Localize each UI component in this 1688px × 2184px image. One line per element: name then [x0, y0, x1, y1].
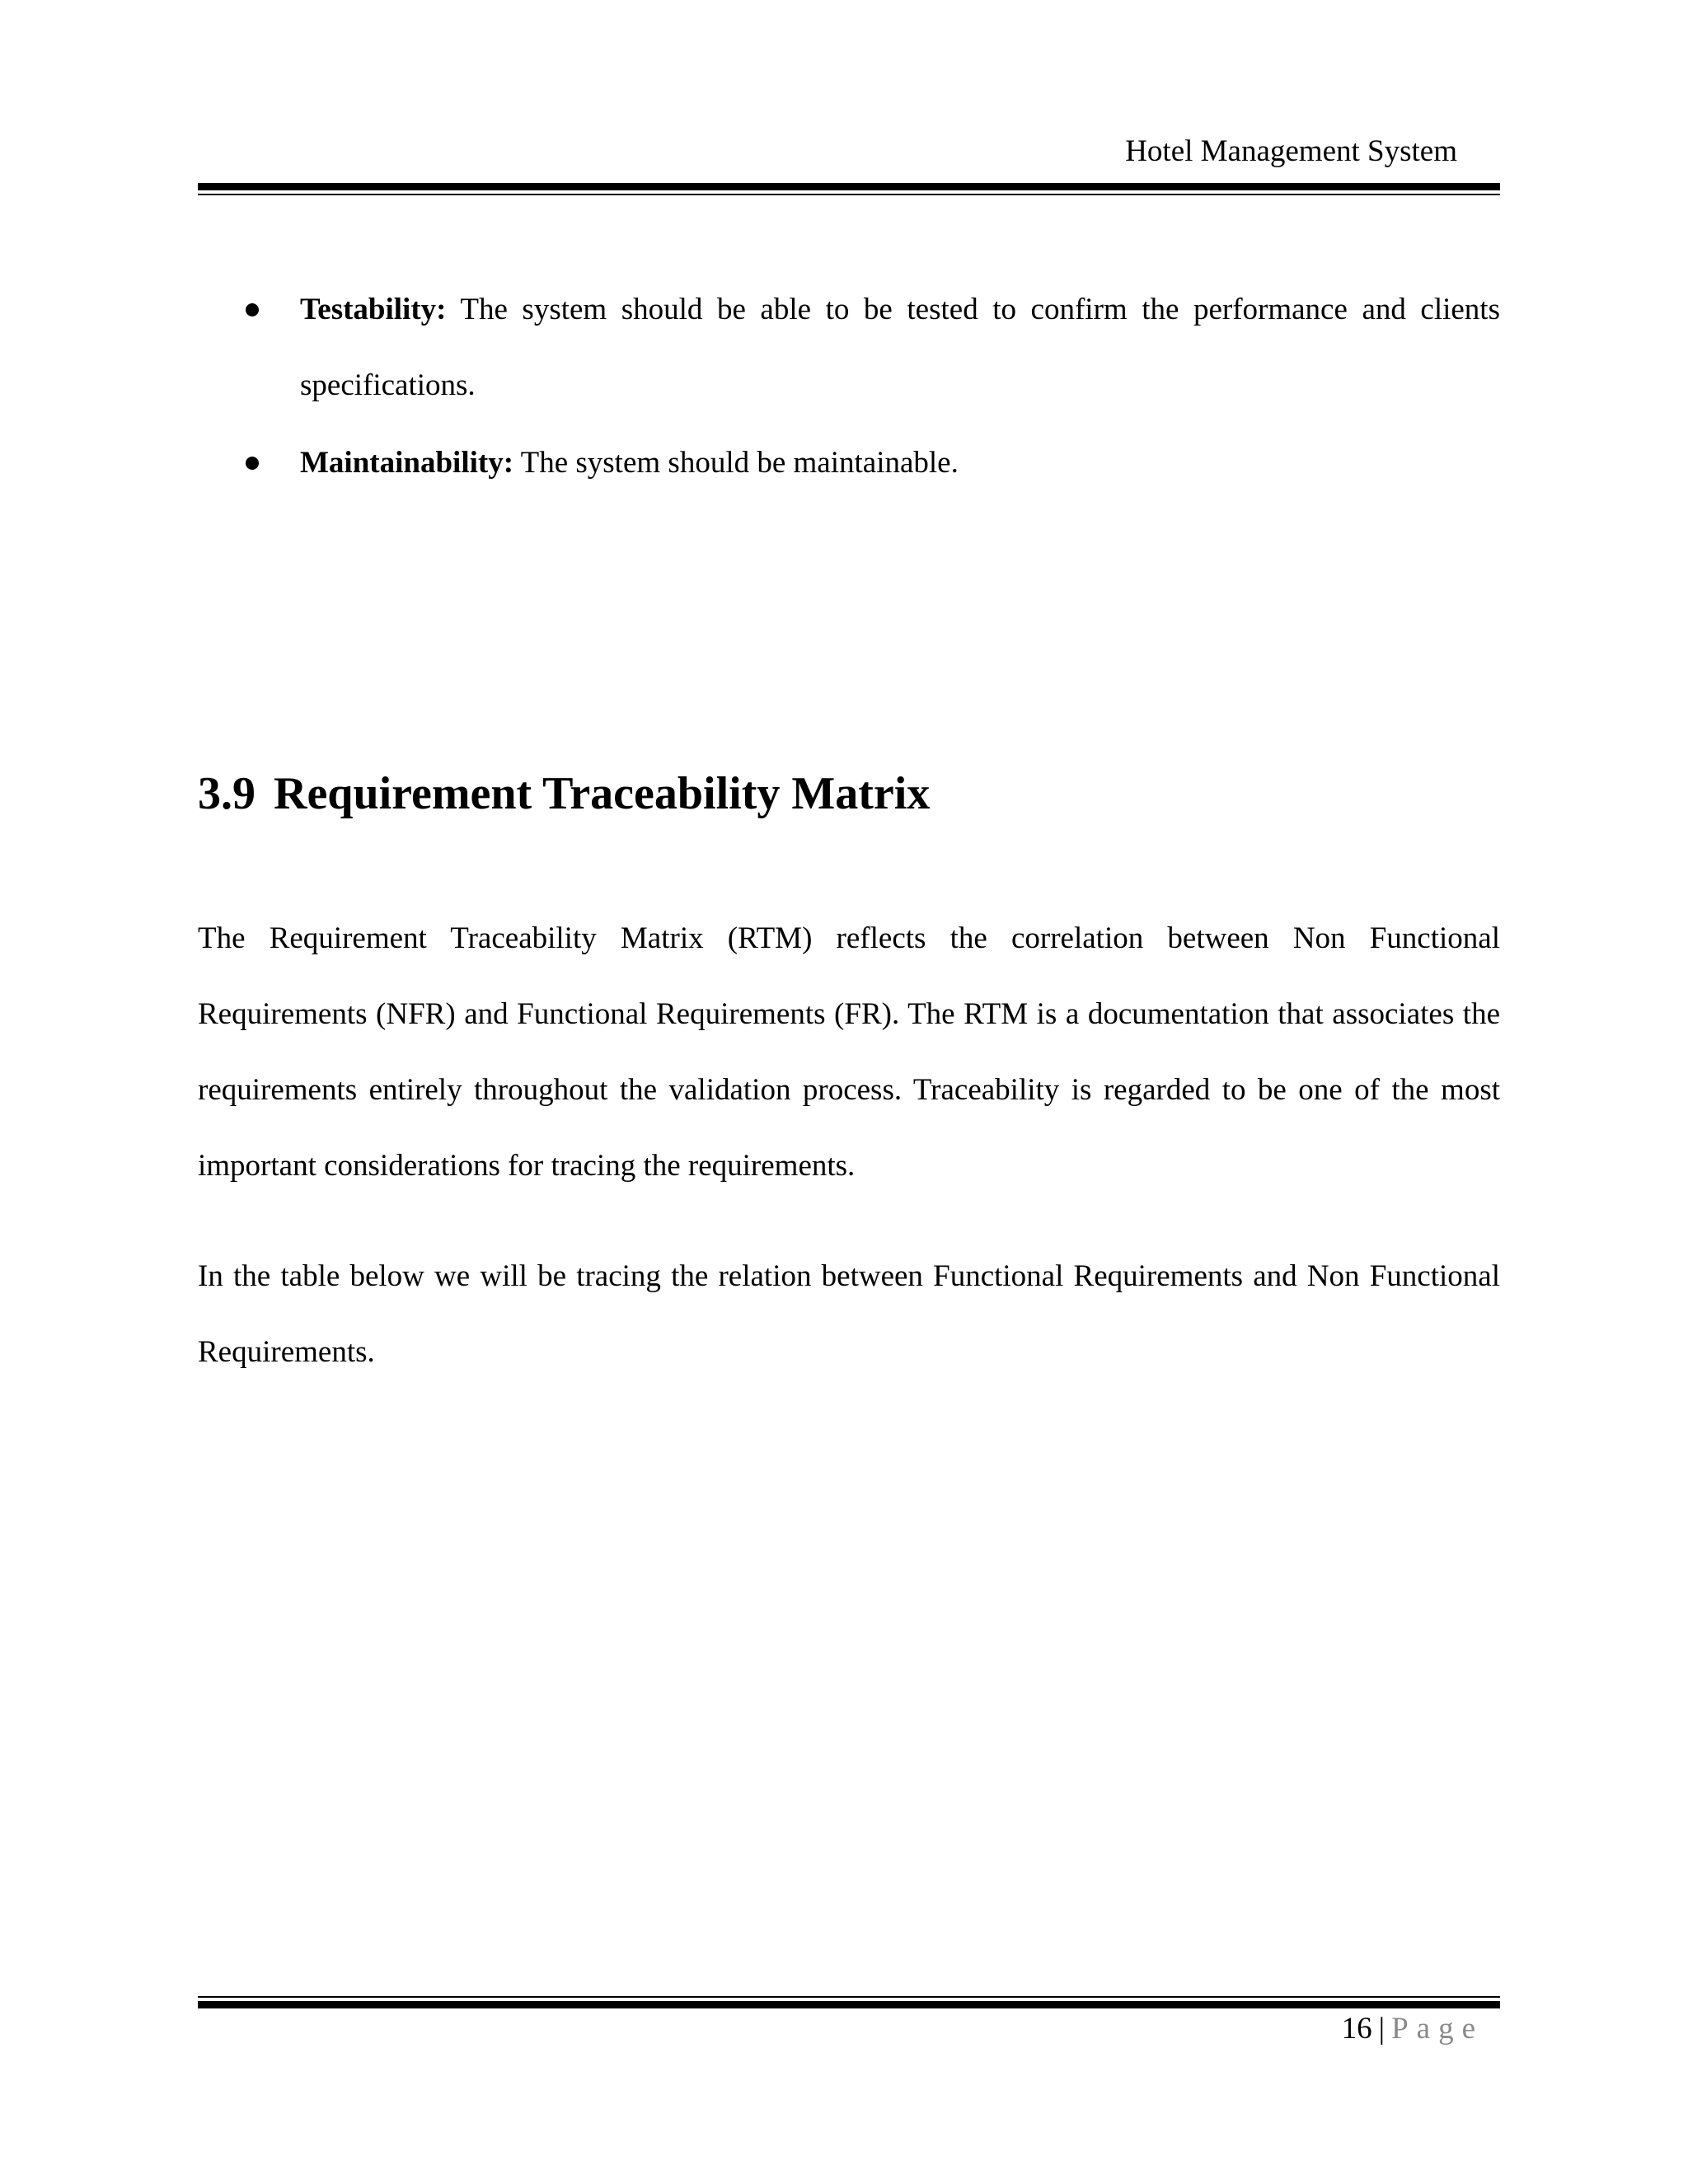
bullet-item-maintainability	[198, 425, 1500, 501]
header-rule	[198, 183, 1500, 195]
bullet-text	[300, 272, 1500, 424]
bullet-label: Maintainability:	[300, 446, 514, 480]
bullet-label: Testability:	[300, 293, 447, 326]
section-title: Requirement Traceability Matrix	[274, 768, 931, 819]
bullet-body: The system should be maintainable.	[513, 446, 959, 480]
section-number: 3.9	[198, 768, 256, 819]
header-rule-thick	[198, 183, 1500, 190]
bullet-body: The system should be able to be tested to confirm the performance and clients specifications.	[300, 293, 1500, 402]
bullet-item-testability	[198, 272, 1500, 424]
bullet-dot-icon	[246, 457, 259, 470]
page-word: Page	[1391, 2012, 1484, 2046]
running-header: Hotel Management System	[1125, 134, 1457, 168]
bullet-list	[198, 272, 1500, 501]
paragraph-rtm-intro: The Requirement Traceability Matrix (RTM) reflects the correlation between Non Functional Requirements (NFR) and Functional Requirements (FR). The RTM is a documentation that associates the requirements entirely throughout the validation process. Traceability is regarded to be one of the most important considerations for tracing the requirements.	[198, 921, 1500, 1183]
header-rule-thin	[198, 194, 1500, 195]
page-separator: |	[1378, 2012, 1386, 2046]
bullet-text	[300, 425, 1500, 501]
page-footer	[1154, 2004, 1484, 2054]
page-number: 16	[1341, 2012, 1372, 2046]
section-heading	[198, 765, 930, 823]
paragraph-table-intro: In the table below we will be tracing the relation between Functional Requirements and Non Functional Requirements.	[198, 1259, 1500, 1369]
bullet-dot-icon	[246, 303, 259, 316]
